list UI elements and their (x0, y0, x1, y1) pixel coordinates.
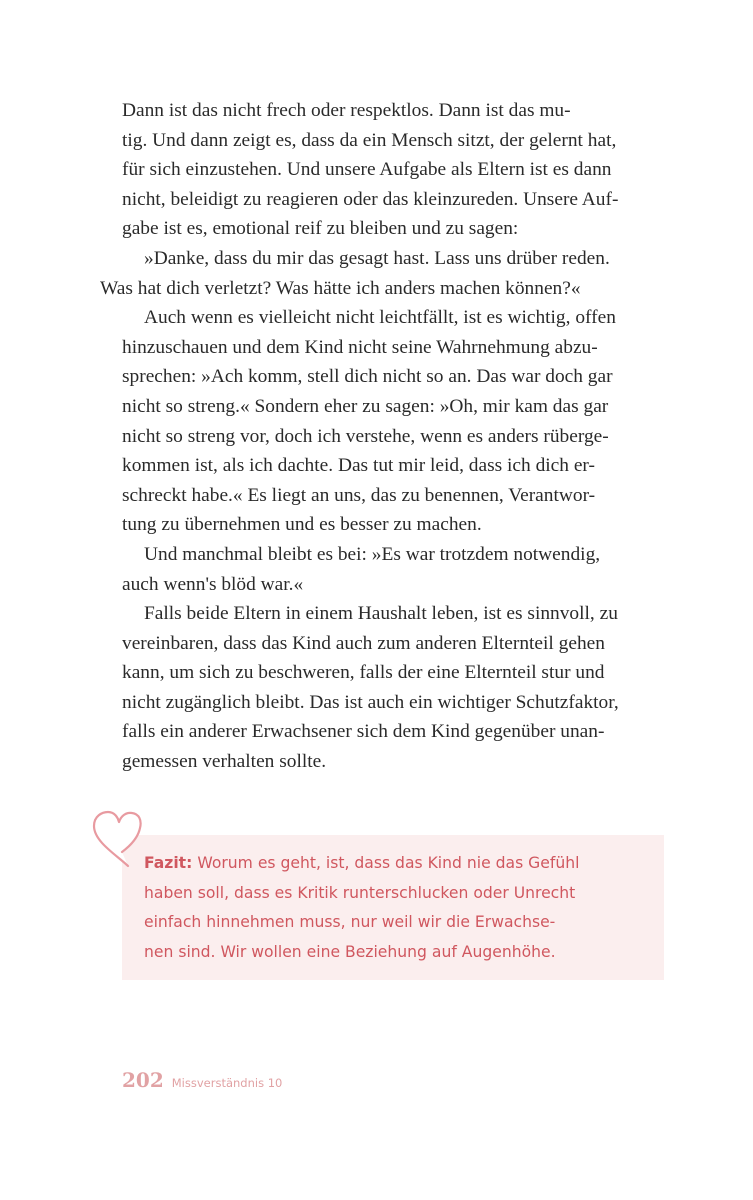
line: »Danke, dass du mir das gesagt hast. Lass uns drüber reden. (144, 247, 610, 269)
line: falls ein anderer Erwachsener sich dem Kind gegenüber unan- (122, 721, 605, 743)
paragraph-3 (122, 303, 666, 540)
line: sprechen: »Ach komm, stell dich nicht so an. Das war doch gar (122, 366, 613, 388)
paragraph-2 (100, 244, 666, 303)
line: nicht zugänglich bleibt. Das ist auch ein wichtiger Schutzfaktor, (122, 691, 619, 713)
line: kann, um sich zu beschweren, falls der eine Elternteil stur und (122, 662, 605, 684)
line: Auch wenn es vielleicht nicht leichtfällt, ist es wichtig, offen (144, 307, 616, 329)
line: Und manchmal bleibt es bei: »Es war trotzdem notwendig, (144, 543, 601, 565)
fazit-line: einfach hinnehmen muss, nur weil wir die Erwachse- (144, 913, 556, 932)
body-text (100, 96, 666, 777)
line: für sich einzustehen. Und unsere Aufgabe als Eltern ist es dann (122, 159, 612, 181)
line: tig. Und dann zeigt es, dass da ein Mensch sitzt, der gelernt hat, (122, 129, 617, 151)
fazit-line: haben soll, dass es Kritik runterschlucken oder Unrecht (144, 883, 576, 902)
fazit-line: nen sind. Wir wollen eine Beziehung auf Augenhöhe. (144, 942, 556, 961)
line: hinzuschauen und dem Kind nicht seine Wahrnehmung abzu- (122, 336, 598, 358)
line: nicht, beleidigt zu reagieren oder das kleinzureden. Unsere Auf- (122, 188, 619, 210)
fazit-box (122, 835, 664, 980)
line: nicht so streng.« Sondern eher zu sagen: »Oh, mir kam das gar (122, 395, 609, 417)
line: Falls beide Eltern in einem Haushalt leben, ist es sinnvoll, zu (144, 603, 618, 625)
page-number: 202 (122, 1068, 164, 1092)
fazit-line: Worum es geht, ist, dass das Kind nie das Gefühl (192, 854, 580, 872)
line: gemessen verhalten sollte. (122, 751, 327, 773)
line: kommen ist, als ich dachte. Das tut mir leid, dass ich dich er- (122, 455, 595, 477)
line: tung zu übernehmen und es besser zu machen. (122, 514, 482, 536)
line: auch wenn's blöd war.« (122, 573, 304, 595)
line: gabe ist es, emotional reif zu bleiben und zu sagen: (122, 218, 519, 240)
page-footer (122, 1068, 282, 1092)
heart-outline-icon (88, 808, 144, 870)
line: Dann ist das nicht frech oder respektlos. Dann ist das mu- (122, 100, 571, 121)
paragraph-5 (122, 599, 666, 777)
paragraph-4 (122, 540, 666, 599)
paragraph-1 (122, 96, 666, 244)
chapter-label: Missverständnis 10 (171, 1076, 283, 1090)
line: vereinbaren, dass das Kind auch zum anderen Elternteil gehen (122, 632, 605, 654)
fazit-text (144, 849, 644, 967)
line: nicht so streng vor, doch ich verstehe, wenn es anders rüberge- (122, 425, 609, 447)
line: schreckt habe.« Es liegt an uns, das zu benennen, Verantwor- (122, 484, 596, 506)
fazit-label: Fazit: (144, 854, 193, 872)
line: Was hat dich verletzt? Was hätte ich anders machen können?« (100, 277, 581, 299)
